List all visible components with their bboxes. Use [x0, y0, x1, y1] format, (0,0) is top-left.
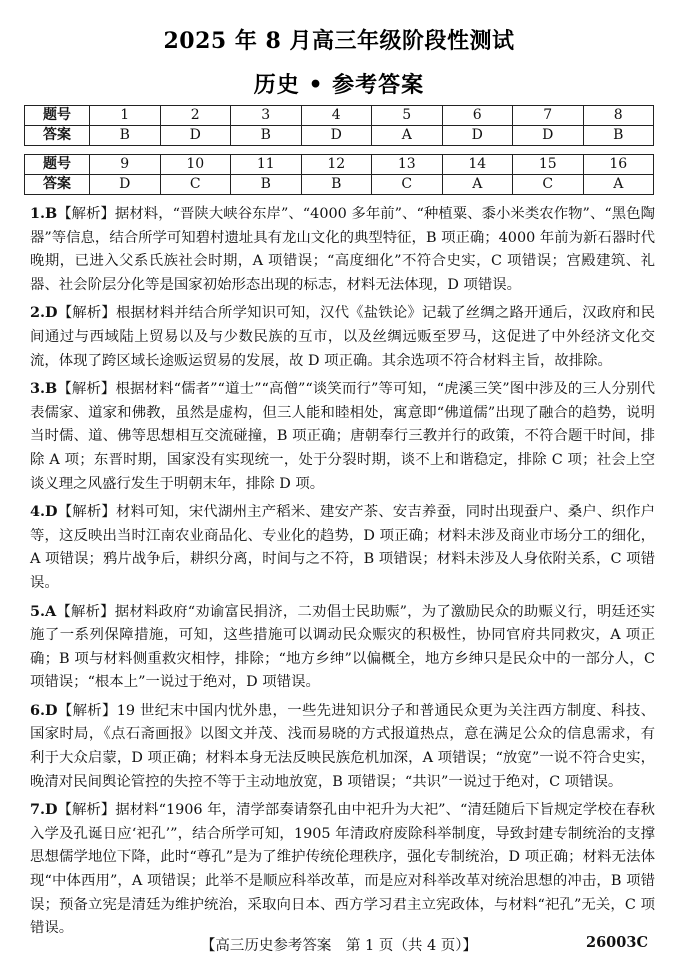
answer-cell: D — [513, 126, 584, 146]
answer-cell: A — [372, 126, 443, 146]
answer-row — [25, 175, 654, 195]
answer-table-2 — [24, 154, 654, 195]
explanation-number: 5.A — [30, 602, 57, 620]
answer-cell: B — [231, 126, 302, 146]
question-number: 2 — [160, 106, 231, 126]
question-number: 6 — [442, 106, 513, 126]
question-number-row — [25, 155, 654, 175]
explanation-text: 【解析】据材料，“晋陕大峡谷东岸”、“4000 多年前”、“种植粟、黍小米类农作物”、“黑色陶器”等信息，结合所学可知碧村遗址具有龙山文化的典型特征，B 项正确；4000 年前为新石器时代晚期，已进入父系氏族社会时期，A 项错误；“高度细化”不符合史实，C 项错误；宫殿建筑、礼器、社会阶层分化等是国家初始形态出现的标志，材料无法体现，D 项错误。 — [30, 206, 655, 293]
question-number: 5 — [372, 106, 443, 126]
answer-table-1 — [24, 105, 654, 146]
explanation-number: 1.B — [30, 205, 58, 222]
question-number: 9 — [90, 155, 161, 175]
explanation-item — [30, 600, 655, 695]
answer-cell: B — [231, 175, 302, 195]
question-number: 8 — [583, 106, 654, 126]
explanation-item — [30, 301, 655, 373]
answer-row — [25, 126, 654, 146]
explanation-number: 6.D — [30, 701, 58, 719]
question-number: 13 — [372, 155, 443, 175]
explanations — [30, 202, 655, 945]
explanation-item — [30, 500, 655, 595]
explanation-text: 【解析】根据材料“儒者”“道士”“高僧”“谈笑而行”等可知，“虎溪三笑”图中涉及的三人分别代表儒家、道家和佛教，虽然是虚构，但三人能和睦相处，寓意即“佛道儒”出现了融合的趋势，说明当时儒、道、佛等思想相互交流碰撞，B 项正确；唐朝奉行三教并行的政策，不符合题干时间，排除 A 项；东晋时期，国家没有实现统一，处于分裂时期，谈不上和谐稳定，排除 C 项；社会上空谈义理之风盛行发生于明朝末年，排除 D 项。 — [30, 381, 655, 492]
answer-cell: C — [160, 175, 231, 195]
explanation-text: 【解析】19 世纪末中国内忧外患，一些先进知识分子和普通民众更为关注西方制度、科技、国家时局，《点石斋画报》以图文并茂、浅而易晓的方式报道热点，意在满足公众的信息需求，有利于大众启蒙，D 项正确；材料本身无法反映民族危机加深，A 项错误；“放宽”一说不符合史实，晚清对民间舆论管控的失控不等于主动地放宽，B 项错误；“共识”一说过于绝对，C 项错误。 — [30, 702, 655, 790]
question-number: 14 — [442, 155, 513, 175]
question-number-row — [25, 106, 654, 126]
row-label-answer: 答案 — [25, 126, 90, 146]
question-number: 4 — [301, 106, 372, 126]
explanation-text: 【解析】据材料政府“劝谕富民捐济，二劝倡士民助赈”，为了激励民众的助赈义行，明廷还实施了一系列保障措施，可知，这些措施可以调动民众赈灾的积极性，协同官府共同救灾，A 项正确；B 项与材料侧重救灾相悖，排除；“地方乡绅”以偏概全，地方乡绅只是民众中的一部分人，C 项错误；“根本上”一说过于绝对，D 项错误。 — [30, 603, 655, 691]
question-number: 16 — [583, 155, 654, 175]
explanation-text: 【解析】材料可知，宋代湖州主产稻米、建安产茶、安吉养蚕，同时出现蚕户、桑户、织作户等，这反映出当时江南农业商品化、专业化的趋势，D 项正确；材料未涉及商业市场分工的细化，A 项错误；鸦片战争后，耕织分离，时间与之不符，B 项错误；材料未涉及人身依附关系，C 项错误。 — [30, 504, 655, 591]
question-number: 11 — [231, 155, 302, 175]
page-subtitle: 历史 • 参考答案 — [253, 72, 425, 98]
question-number: 10 — [160, 155, 231, 175]
question-number: 7 — [513, 106, 584, 126]
answer-cell: B — [90, 126, 161, 146]
explanation-number: 4.D — [30, 503, 58, 521]
row-label-question: 题号 — [25, 106, 90, 126]
explanation-item — [30, 798, 655, 941]
explanation-number: 7.D — [30, 801, 58, 819]
explanation-text: 【解析】根据材料并结合所学知识可知，汉代《盐铁论》记载了丝绸之路开通后，汉政府和民间通过与西域陆上贸易以及与少数民族的互市，以及丝绸远贩至罗马，这促进了中外经济文化交流，体现了跨区域长途贩运贸易的发展，故 D 项正确。其余选项不符合材料主旨，故排除。 — [30, 305, 655, 369]
explanation-number: 2.D — [30, 304, 58, 322]
answer-cell: D — [160, 126, 231, 146]
explanation-item — [30, 377, 655, 496]
answer-cell: B — [301, 175, 372, 195]
answer-cell: D — [90, 175, 161, 195]
answer-cell: B — [583, 126, 654, 146]
answer-cell: C — [513, 175, 584, 195]
page-title: 2025 年 8 月高三年级阶段性测试 — [163, 28, 515, 54]
answer-cell: C — [372, 175, 443, 195]
row-label-question: 题号 — [25, 155, 90, 175]
answer-cell: A — [442, 175, 513, 195]
question-number: 15 — [513, 155, 584, 175]
answer-cell: D — [442, 126, 513, 146]
explanation-item — [30, 699, 655, 794]
explanation-item — [30, 202, 655, 297]
explanation-number: 3.B — [30, 380, 58, 398]
page-footer — [0, 934, 678, 955]
explanation-text: 【解析】据材料“1906 年，清学部奏请祭孔由中祀升为大祀”、“清廷随后下旨规定学校在春秋入学及孔诞日应‘祀孔’”，结合所学可知，1905 年清政府废除科举制度，导致封建专制统治的支撑思想儒学地位下降，此时“尊孔”是为了维护传统伦理秩序，强化专制统治，D 项正确；材料无法体现“中体西用”，A 项错误；此举不是顺应科举改革，而是应对科举改革对统治思想的冲击，B 项错误；预备立宪是清廷为维护统治，采取向日本、西方学习君主立宪政体，与材料“祀孔”无关，C 项错误。 — [30, 802, 655, 937]
document-code: 26003C — [586, 934, 648, 951]
answer-cell: D — [301, 126, 372, 146]
question-number: 1 — [90, 106, 161, 126]
row-label-answer: 答案 — [25, 175, 90, 195]
question-number: 12 — [301, 155, 372, 175]
answer-cell: A — [583, 175, 654, 195]
question-number: 3 — [231, 106, 302, 126]
page-info: 【高三历史参考答案 第 1 页（共 4 页）】 — [200, 938, 478, 954]
